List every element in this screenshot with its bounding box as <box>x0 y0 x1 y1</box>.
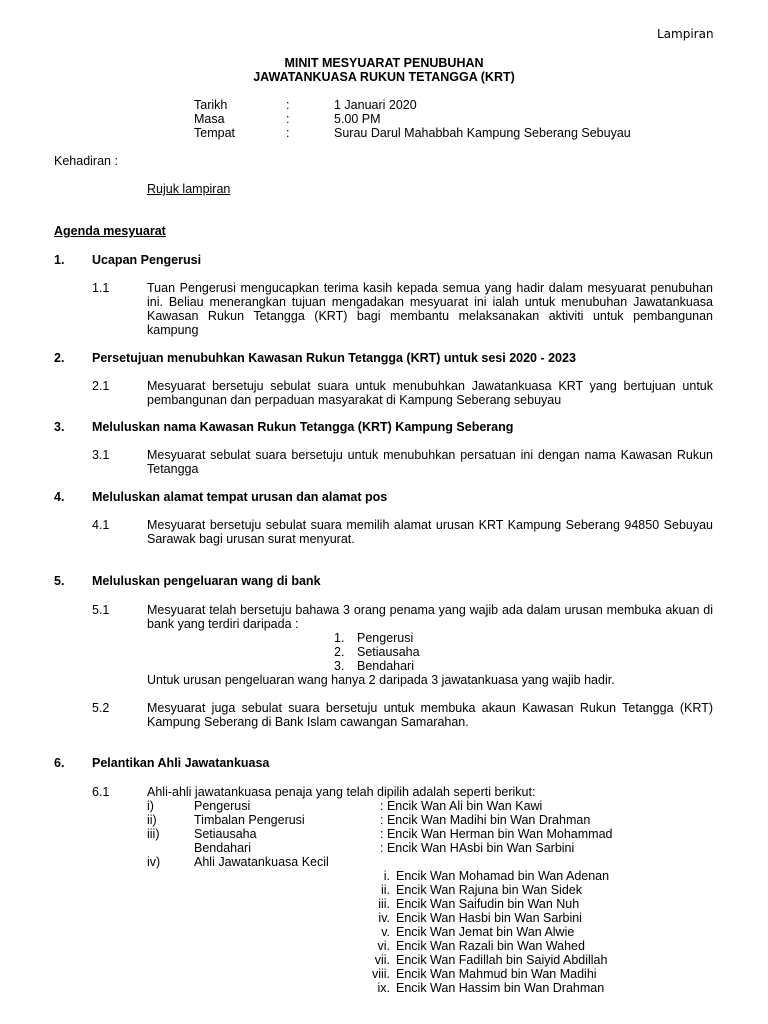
section-number: 2. <box>54 351 65 365</box>
list-item <box>334 659 414 673</box>
list-item <box>362 883 582 897</box>
item-text: Tuan Pengerusi mengucapkan terima kasih kepada semua yang hadir dalam mesyuarat penubuhan ini. Beliau menerangkan tujuan mengadakan mesyuarat ini ialah untuk menubuhan Jawatankuasa Kawasan Rukun Tetangga (KRT) bagi membantu melaksanakan aktiviti untuk pembangunan kampung <box>147 281 713 337</box>
document-title: MINIT MESYUARAT PENUBUHAN <box>284 56 484 70</box>
member-name: Encik Wan Mohamad bin Wan Adenan <box>396 869 610 883</box>
list-number: ix. <box>377 981 390 995</box>
meta-sep: : <box>286 112 290 126</box>
list-number: vii. <box>374 953 390 967</box>
item-text: Mesyuarat juga sebulat suara bersetuju untuk membuka akaun Kawasan Rukun Tetangga (KRT) Kampung Seberang di Bank Islam cawangan Samarahan. <box>147 701 713 729</box>
item-text: Mesyuarat bersetuju sebulat suara untuk menubuhkan Jawatankuasa KRT yang bertujuan untuk pembangunan dan perpaduan masyarakat di Kampung Seberang sebuyau <box>147 379 713 407</box>
section-number: 3. <box>54 420 65 434</box>
member-name: Encik Wan Jemat bin Wan Alwie <box>396 925 575 939</box>
list-item <box>334 645 420 659</box>
list-item <box>362 911 582 925</box>
member-name: Encik Wan Rajuna bin Wan Sidek <box>396 883 582 897</box>
committee-role: Bendahari <box>194 841 251 855</box>
attendance-reference: Rujuk lampiran <box>147 182 231 196</box>
item-number: 4.1 <box>92 518 110 532</box>
list-number: v. <box>381 925 390 939</box>
item-number: 5.2 <box>92 701 110 715</box>
member-name: Encik Wan Hasbi bin Wan Sarbini <box>396 911 582 925</box>
item-number: 2.1 <box>92 379 110 393</box>
section-number: 6. <box>54 756 65 770</box>
item-number: 3.1 <box>92 448 110 462</box>
member-name: Encik Wan Hassim bin Wan Drahman <box>396 981 605 995</box>
list-number: vi. <box>377 939 390 953</box>
list-item <box>362 953 607 967</box>
committee-role: Ahli Jawatankuasa Kecil <box>194 855 329 869</box>
list-item <box>362 897 579 911</box>
list-number: ii. <box>380 883 390 897</box>
meta-sep: : <box>286 98 290 112</box>
section-title: Meluluskan pengeluaran wang di bank <box>92 574 321 588</box>
attendance-label: Kehadiran : <box>54 154 118 168</box>
section-title: Ucapan Pengerusi <box>92 253 202 267</box>
section-number: 1. <box>54 253 65 267</box>
item-text: Mesyuarat sebulat suara bersetuju untuk menubuhkan persatuan ini dengan nama Kawasan Rukun Tetangga <box>147 448 713 476</box>
list-item <box>334 631 413 645</box>
list-item <box>362 939 585 953</box>
agenda-heading: Agenda mesyuarat <box>54 224 166 238</box>
list-item <box>362 925 574 939</box>
item-text: Ahli-ahli jawatankuasa penaja yang telah dipilih adalah seperti berikut: <box>147 785 536 799</box>
member-name: Encik Wan Mahmud bin Wan Madihi <box>396 967 597 981</box>
list-text: Pengerusi <box>357 631 414 645</box>
meta-value: Surau Darul Mahabbah Kampung Seberang Sebuyau <box>334 126 631 140</box>
list-text: Setiausaha <box>357 645 420 659</box>
item-text: Mesyuarat telah bersetuju bahawa 3 orang penama yang wajib ada dalam urusan membuka akuan di bank yang terdiri daripada : <box>147 603 713 631</box>
list-number: viii. <box>371 967 390 981</box>
committee-name: : Encik Wan HAsbi bin Wan Sarbini <box>380 841 575 855</box>
list-number: 1. <box>334 631 345 645</box>
member-name: Encik Wan Razali bin Wan Wahed <box>396 939 585 953</box>
meta-label: Tarikh <box>194 98 228 112</box>
item-text: Mesyuarat bersetuju sebulat suara memilih alamat urusan KRT Kampung Seberang 94850 Sebuyau Sarawak bagi urusan surat menyurat. <box>147 518 713 546</box>
section-title: Meluluskan alamat tempat urusan dan alamat pos <box>92 490 388 504</box>
committee-number: i) <box>147 799 154 813</box>
meta-value: 5.00 PM <box>334 112 381 126</box>
list-text: Bendahari <box>357 659 414 673</box>
item-number: 6.1 <box>92 785 110 799</box>
section-title: Persetujuan menubuhkan Kawasan Rukun Tetangga (KRT) untuk sesi 2020 - 2023 <box>92 351 576 365</box>
meta-sep: : <box>286 126 290 140</box>
list-item <box>362 981 604 995</box>
committee-role: Setiausaha <box>194 827 257 841</box>
committee-role: Pengerusi <box>194 799 251 813</box>
meta-value: 1 Januari 2020 <box>334 98 417 112</box>
list-number: i. <box>383 869 390 883</box>
committee-number: iv) <box>147 855 161 869</box>
list-item <box>362 967 597 981</box>
list-number: 2. <box>334 645 345 659</box>
item-text: Untuk urusan pengeluaran wang hanya 2 daripada 3 jawatankuasa yang wajib hadir. <box>147 673 615 687</box>
committee-role: Timbalan Pengerusi <box>194 813 305 827</box>
list-number: 3. <box>334 659 345 673</box>
committee-name: : Encik Wan Ali bin Wan Kawi <box>380 799 543 813</box>
item-number: 1.1 <box>92 281 110 295</box>
list-item <box>362 869 609 883</box>
document-subtitle: JAWATANKUASA RUKUN TETANGGA (KRT) <box>253 70 515 84</box>
list-number: iii. <box>378 897 390 911</box>
committee-name: : Encik Wan Herman bin Wan Mohammad <box>380 827 613 841</box>
committee-name: : Encik Wan Madihi bin Wan Drahman <box>380 813 591 827</box>
list-number: iv. <box>378 911 390 925</box>
committee-number: iii) <box>147 827 160 841</box>
section-number: 4. <box>54 490 65 504</box>
committee-number: ii) <box>147 813 157 827</box>
section-number: 5. <box>54 574 65 588</box>
section-title: Meluluskan nama Kawasan Rukun Tetangga (KRT) Kampung Seberang <box>92 420 514 434</box>
section-title: Pelantikan Ahli Jawatankuasa <box>92 756 270 770</box>
item-number: 5.1 <box>92 603 110 617</box>
member-name: Encik Wan Fadillah bin Saiyid Abdillah <box>396 953 608 967</box>
attachment-label: Lampiran <box>657 27 714 41</box>
meta-label: Masa <box>194 112 225 126</box>
member-name: Encik Wan Saifudin bin Wan Nuh <box>396 897 580 911</box>
meta-label: Tempat <box>194 126 235 140</box>
